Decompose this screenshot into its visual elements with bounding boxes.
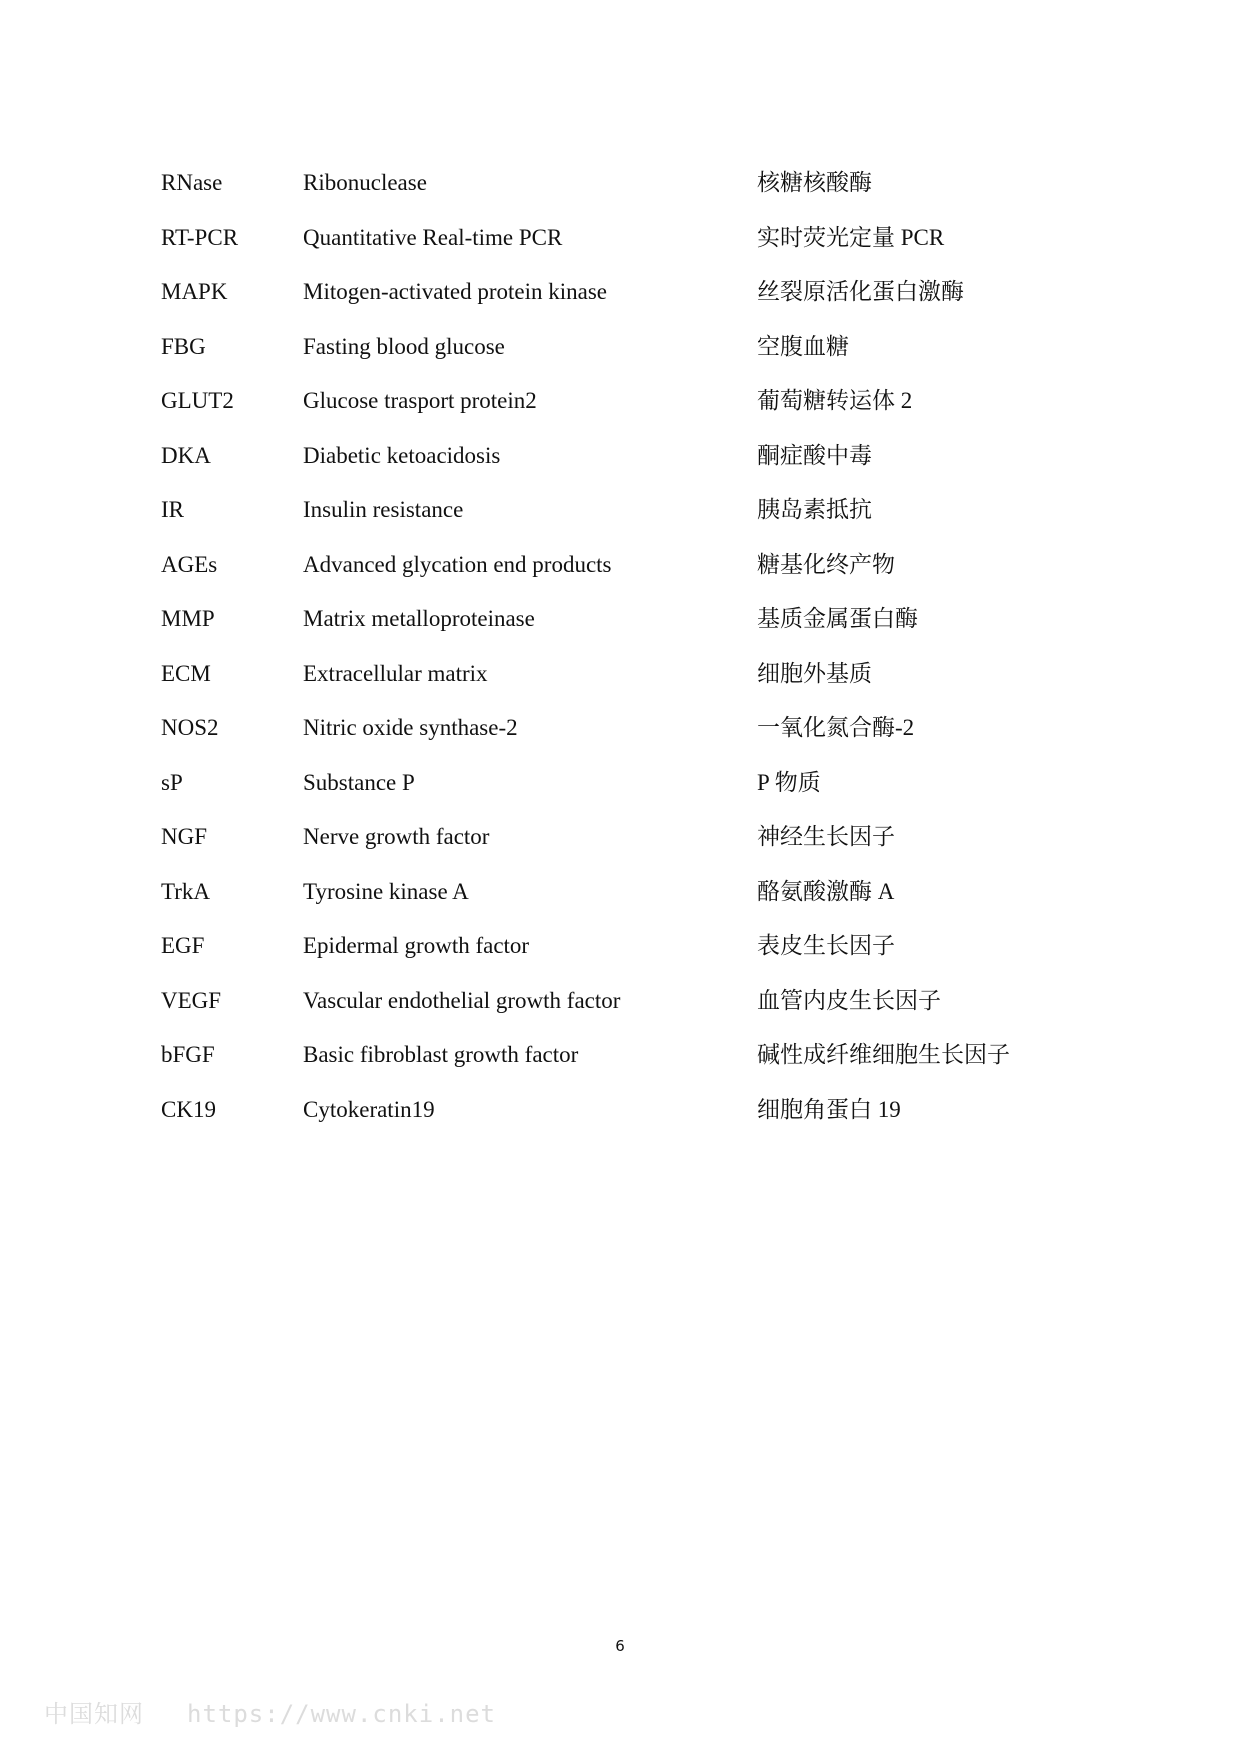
abbreviation: EGF [161, 933, 205, 958]
abbreviation-row [161, 705, 1081, 760]
english-term: Basic fibroblast growth factor [303, 1042, 579, 1067]
chinese-term: 核糖核酸酶 [757, 170, 872, 195]
chinese-term: 神经生长因子 [757, 824, 895, 849]
chinese-term: 碱性成纤维细胞生长因子 [757, 1042, 1010, 1067]
abbreviation-row [161, 433, 1081, 488]
page-number: 6 [615, 1637, 625, 1655]
english-term: Insulin resistance [303, 497, 464, 522]
abbreviation: MAPK [161, 279, 228, 304]
english-term: Diabetic ketoacidosis [303, 442, 501, 468]
abbreviation: FBG [161, 333, 206, 359]
chinese-term: P 物质 [757, 769, 821, 795]
english-term: Nerve growth factor [303, 824, 490, 849]
chinese-term: 空腹血糖 [757, 333, 849, 359]
abbreviation: NGF [161, 824, 208, 849]
english-term: Nitric oxide synthase-2 [303, 715, 518, 740]
watermark-site-name: 中国知网 [44, 1700, 144, 1728]
english-term: Cytokeratin19 [303, 1096, 435, 1122]
abbreviation: GLUT2 [161, 388, 234, 413]
english-term: Tyrosine kinase A [303, 878, 469, 904]
chinese-term: 一氧化氮合酶-2 [757, 715, 915, 740]
abbreviation: bFGF [161, 1042, 215, 1067]
abbreviation-list [161, 160, 1081, 1141]
abbreviation-row [161, 542, 1081, 597]
abbreviation: ECM [161, 660, 211, 686]
chinese-term: 糖基化终产物 [757, 551, 895, 577]
abbreviation: sP [161, 769, 183, 795]
english-term: Fasting blood glucose [303, 333, 505, 359]
abbreviation-row [161, 923, 1081, 978]
abbreviation-row [161, 487, 1081, 542]
abbreviation-row [161, 160, 1081, 215]
abbreviation: IR [161, 497, 184, 522]
chinese-term: 实时荧光定量 PCR [757, 224, 945, 250]
english-term: Extracellular matrix [303, 660, 488, 686]
abbreviation-row [161, 378, 1081, 433]
chinese-term: 血管内皮生长因子 [757, 987, 941, 1013]
abbreviation-row [161, 814, 1081, 869]
chinese-term: 细胞角蛋白 19 [757, 1096, 901, 1122]
english-term: Ribonuclease [303, 170, 427, 195]
abbreviation: AGEs [161, 551, 218, 577]
watermark-url: https://www.cnki.net [187, 1700, 496, 1728]
abbreviation-row [161, 1087, 1081, 1142]
abbreviation: DKA [161, 442, 211, 468]
english-term: Quantitative Real-time PCR [303, 224, 563, 250]
abbreviation: TrkA [161, 878, 211, 904]
chinese-term: 表皮生长因子 [757, 933, 895, 958]
abbreviation: NOS2 [161, 715, 219, 740]
chinese-term: 丝裂原活化蛋白激酶 [757, 279, 964, 304]
abbreviation-row [161, 760, 1081, 815]
abbreviation-row [161, 269, 1081, 324]
english-term: Matrix metalloproteinase [303, 606, 535, 631]
chinese-term: 葡萄糖转运体 2 [757, 388, 913, 413]
abbreviation-row [161, 651, 1081, 706]
english-term: Glucose trasport protein2 [303, 388, 537, 413]
english-term: Substance P [303, 769, 415, 795]
chinese-term: 胰岛素抵抗 [757, 497, 872, 522]
chinese-term: 酪氨酸激酶 A [757, 878, 895, 904]
abbreviation: RT-PCR [161, 224, 239, 250]
english-term: Vascular endothelial growth factor [303, 987, 621, 1013]
abbreviation: MMP [161, 606, 215, 631]
chinese-term: 基质金属蛋白酶 [757, 606, 918, 631]
english-term: Advanced glycation end products [303, 551, 612, 577]
english-term: Epidermal growth factor [303, 933, 530, 958]
abbreviation-row [161, 1032, 1081, 1087]
chinese-term: 酮症酸中毒 [757, 442, 872, 468]
abbreviation-row [161, 869, 1081, 924]
abbreviation-row [161, 596, 1081, 651]
abbreviation-row [161, 324, 1081, 379]
abbreviation: RNase [161, 170, 223, 195]
english-term: Mitogen-activated protein kinase [303, 279, 608, 304]
abbreviation-row [161, 215, 1081, 270]
abbreviation-row [161, 978, 1081, 1033]
chinese-term: 细胞外基质 [757, 660, 872, 686]
abbreviation: VEGF [161, 987, 222, 1013]
abbreviation: CK19 [161, 1096, 216, 1122]
cnki-watermark [44, 1694, 496, 1729]
